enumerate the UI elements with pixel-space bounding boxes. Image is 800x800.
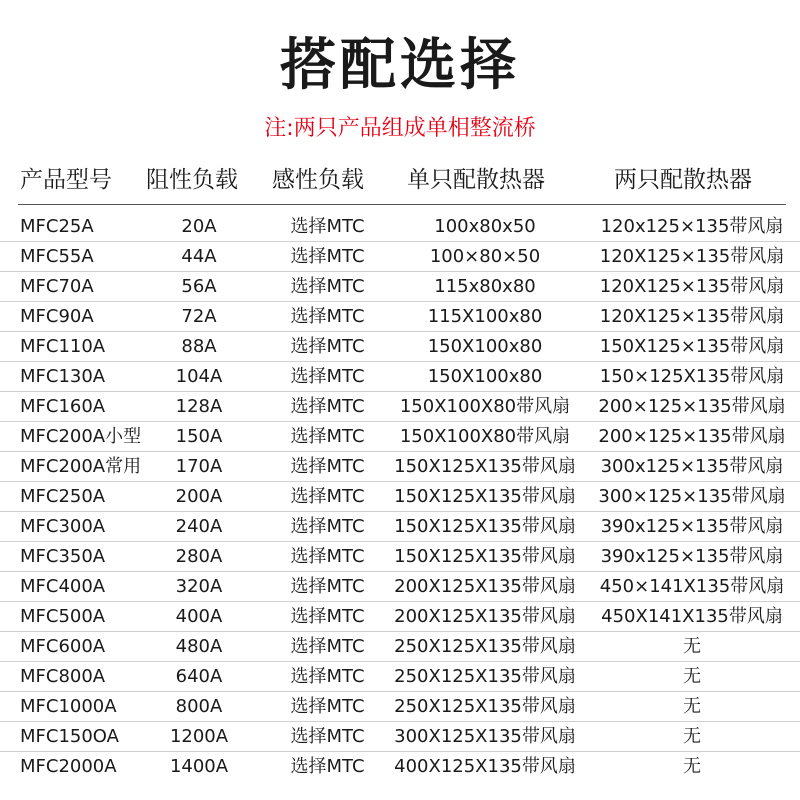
cell-single-heatsink: 150X100x80 <box>427 336 543 357</box>
cell-double-heatsink: 120X125×135带风扇 <box>599 246 785 267</box>
header-double-heatsink: 两只配散热器 <box>614 167 752 193</box>
header-inductive-load: 感性负载 <box>272 167 364 193</box>
cell-inductive-load: 选择MTC <box>290 456 365 477</box>
cell-double-heatsink: 无 <box>683 666 701 687</box>
cell-resistive-load: 20A <box>181 216 217 237</box>
cell-single-heatsink: 250X125X135带风扇 <box>394 696 576 717</box>
cell-inductive-load: 选择MTC <box>290 486 365 507</box>
table-row <box>0 482 800 512</box>
cell-resistive-load: 240A <box>175 516 223 537</box>
cell-resistive-load: 88A <box>181 336 217 357</box>
cell-inductive-load: 选择MTC <box>290 606 365 627</box>
cell-resistive-load: 1200A <box>169 726 229 747</box>
header-resistive-load: 阻性负载 <box>146 167 238 193</box>
cell-inductive-load: 选择MTC <box>290 306 365 327</box>
cell-model: MFC200A小型 <box>20 426 142 447</box>
cell-double-heatsink: 300x125×135带风扇 <box>600 456 784 477</box>
cell-model: MFC130A <box>20 366 106 387</box>
cell-double-heatsink: 无 <box>683 636 701 657</box>
cell-single-heatsink: 150X100X80带风扇 <box>399 396 571 417</box>
cell-double-heatsink: 无 <box>683 756 701 777</box>
cell-model: MFC25A <box>20 216 94 237</box>
cell-model: MFC150OA <box>20 726 119 747</box>
cell-inductive-load: 选择MTC <box>290 576 365 597</box>
table-header <box>0 162 800 198</box>
cell-single-heatsink: 250X125X135带风扇 <box>394 636 576 657</box>
cell-inductive-load: 选择MTC <box>290 276 365 297</box>
cell-model: MFC55A <box>20 246 94 267</box>
cell-single-heatsink: 300X125X135带风扇 <box>394 726 576 747</box>
cell-double-heatsink: 450×141X135带风扇 <box>599 576 785 597</box>
table-row <box>0 212 800 242</box>
cell-model: MFC70A <box>20 276 94 297</box>
cell-inductive-load: 选择MTC <box>290 636 365 657</box>
table-body <box>0 212 800 782</box>
header-divider <box>18 204 786 205</box>
cell-model: MFC110A <box>20 336 106 357</box>
cell-single-heatsink: 400X125X135带风扇 <box>394 756 576 777</box>
table-row <box>0 452 800 482</box>
cell-resistive-load: 104A <box>175 366 223 387</box>
cell-single-heatsink: 150X125X135带风扇 <box>394 456 576 477</box>
cell-resistive-load: 128A <box>175 396 223 417</box>
cell-inductive-load: 选择MTC <box>290 546 365 567</box>
cell-double-heatsink: 450X141X135带风扇 <box>601 606 783 627</box>
cell-inductive-load: 选择MTC <box>290 426 365 447</box>
page-title: 搭配选择 <box>280 33 520 98</box>
table-row <box>0 752 800 782</box>
cell-model: MFC2000A <box>20 756 117 777</box>
cell-inductive-load: 选择MTC <box>290 666 365 687</box>
cell-inductive-load: 选择MTC <box>290 246 365 267</box>
cell-double-heatsink: 120X125×135带风扇 <box>599 306 785 327</box>
cell-double-heatsink: 150X125×135带风扇 <box>599 336 785 357</box>
cell-single-heatsink: 150X125X135带风扇 <box>394 486 576 507</box>
cell-inductive-load: 选择MTC <box>290 696 365 717</box>
table-row <box>0 272 800 302</box>
table-row <box>0 392 800 422</box>
table-row <box>0 362 800 392</box>
table-row <box>0 512 800 542</box>
cell-inductive-load: 选择MTC <box>290 726 365 747</box>
cell-model: MFC500A <box>20 606 106 627</box>
note-text: 注:两只产品组成单相整流桥 <box>264 116 536 141</box>
cell-double-heatsink: 300×125×135带风扇 <box>598 486 786 507</box>
table-row <box>0 602 800 632</box>
cell-single-heatsink: 100×80×50 <box>429 246 541 267</box>
cell-double-heatsink: 无 <box>683 696 701 717</box>
cell-double-heatsink: 150×125X135带风扇 <box>599 366 785 387</box>
cell-model: MFC1000A <box>20 696 117 717</box>
cell-resistive-load: 170A <box>175 456 223 477</box>
cell-single-heatsink: 200X125X135带风扇 <box>394 606 576 627</box>
cell-resistive-load: 150A <box>175 426 223 447</box>
cell-resistive-load: 640A <box>175 666 223 687</box>
cell-model: MFC800A <box>20 666 106 687</box>
cell-single-heatsink: 150X100X80带风扇 <box>399 426 571 447</box>
cell-resistive-load: 800A <box>175 696 223 717</box>
header-single-heatsink: 单只配散热器 <box>407 167 545 193</box>
cell-inductive-load: 选择MTC <box>290 516 365 537</box>
cell-resistive-load: 400A <box>175 606 223 627</box>
table-row <box>0 422 800 452</box>
cell-double-heatsink: 390x125×135带风扇 <box>600 546 784 567</box>
cell-model: MFC90A <box>20 306 94 327</box>
cell-model: MFC400A <box>20 576 106 597</box>
table-row <box>0 542 800 572</box>
cell-model: MFC350A <box>20 546 106 567</box>
table-row <box>0 242 800 272</box>
cell-resistive-load: 200A <box>175 486 223 507</box>
cell-resistive-load: 72A <box>181 306 217 327</box>
cell-resistive-load: 480A <box>175 636 223 657</box>
cell-double-heatsink: 120X125×135带风扇 <box>599 276 785 297</box>
table-row <box>0 572 800 602</box>
cell-model: MFC200A常用 <box>20 456 142 477</box>
cell-inductive-load: 选择MTC <box>290 216 365 237</box>
cell-double-heatsink: 200×125×135带风扇 <box>598 426 786 447</box>
cell-resistive-load: 44A <box>181 246 217 267</box>
cell-inductive-load: 选择MTC <box>290 366 365 387</box>
cell-resistive-load: 280A <box>175 546 223 567</box>
cell-model: MFC300A <box>20 516 106 537</box>
table-row <box>0 692 800 722</box>
header-model: 产品型号 <box>20 167 112 193</box>
cell-inductive-load: 选择MTC <box>290 756 365 777</box>
cell-single-heatsink: 115x80x80 <box>434 276 536 297</box>
cell-model: MFC250A <box>20 486 106 507</box>
table-row <box>0 632 800 662</box>
cell-resistive-load: 320A <box>175 576 223 597</box>
cell-double-heatsink: 无 <box>683 726 701 747</box>
table-row <box>0 662 800 692</box>
cell-inductive-load: 选择MTC <box>290 396 365 417</box>
cell-double-heatsink: 390x125×135带风扇 <box>600 516 784 537</box>
cell-resistive-load: 1400A <box>169 756 229 777</box>
cell-single-heatsink: 115X100x80 <box>427 306 543 327</box>
table-row <box>0 332 800 362</box>
cell-single-heatsink: 150X125X135带风扇 <box>394 516 576 537</box>
cell-single-heatsink: 150X125X135带风扇 <box>394 546 576 567</box>
cell-inductive-load: 选择MTC <box>290 336 365 357</box>
table-row <box>0 302 800 332</box>
cell-single-heatsink: 150X100x80 <box>427 366 543 387</box>
table-row <box>0 722 800 752</box>
cell-single-heatsink: 250X125X135带风扇 <box>394 666 576 687</box>
cell-single-heatsink: 200X125X135带风扇 <box>394 576 576 597</box>
cell-resistive-load: 56A <box>181 276 217 297</box>
cell-model: MFC600A <box>20 636 106 657</box>
cell-model: MFC160A <box>20 396 106 417</box>
cell-double-heatsink: 200×125×135带风扇 <box>598 396 786 417</box>
cell-double-heatsink: 120x125×135带风扇 <box>600 216 784 237</box>
cell-single-heatsink: 100x80x50 <box>434 216 536 237</box>
